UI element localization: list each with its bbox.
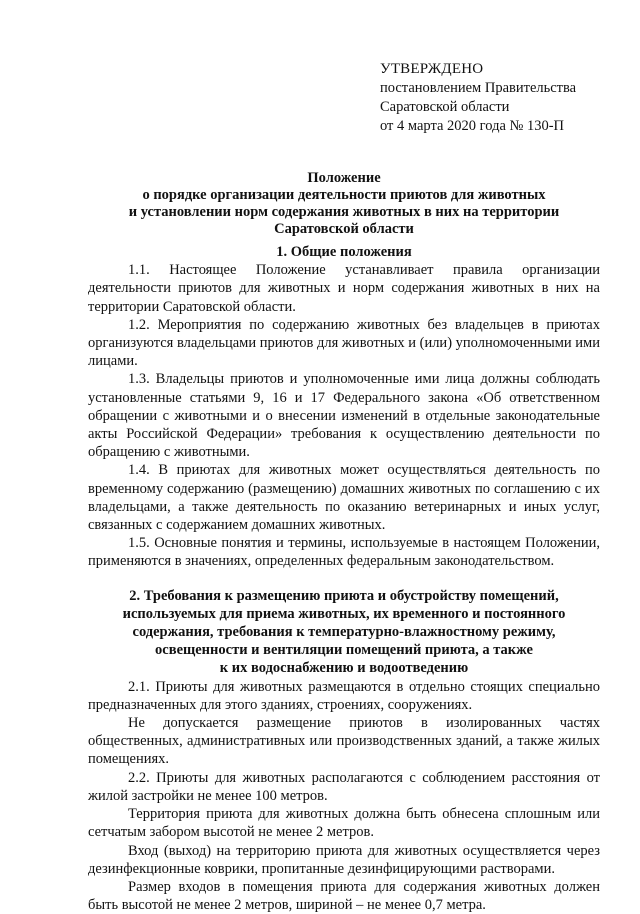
section-heading <box>88 587 600 678</box>
title-line: Положение <box>307 170 381 186</box>
heading-line: к их водоснабжению и водоотведению <box>219 660 469 677</box>
section-heading: 1. Общие положения <box>276 244 412 260</box>
paragraph: 1.4. В приютах для животных может осуществляться деятельность по временному содержанию (размещению) домашних животных по соглашению с их владельцами, а также деятельность по оказанию ветеринарных и иных услуг, связанных с содержанием домашних животных. <box>88 462 600 534</box>
approval-heading: УТВЕРЖДЕНО <box>380 61 484 77</box>
heading-line: используемых для приема животных, их временного и постоянного <box>122 605 566 622</box>
title-line: о порядке организации деятельности приютов для животных <box>142 187 546 203</box>
approval-line: постановлением Правительства <box>380 80 577 96</box>
heading-line: освещенности и вентиляции помещений приюта, а также <box>155 642 533 659</box>
approval-line: Саратовской области <box>380 99 510 115</box>
paragraph: 2.2. Приюты для животных располагаются с соблюдением расстояния от жилой застройки не менее 100 метров. <box>88 769 600 804</box>
approval-block <box>380 60 620 136</box>
document-title <box>88 170 600 238</box>
paragraph: 1.2. Мероприятия по содержанию животных без владельцев в приютах организуются владельцами приютов для животных и (или) уполномоченными ими лицами. <box>88 316 600 370</box>
paragraph: 1.1. Настоящее Положение устанавливает правила организации деятельности приютов для животных и норм содержания животных в них на территории Саратовской области. <box>88 262 600 315</box>
paragraph: Территория приюта для животных должна быть обнесена сплошным или сетчатым забором высотой не менее 2 метров. <box>88 806 600 841</box>
section-gap <box>88 571 600 587</box>
paragraph: Вход (выход) на территорию приюта для животных осуществляется через дезинфекционные коврики, пропитанные дезинфицирующими растворами. <box>88 842 600 877</box>
heading-line: 2. Требования к размещению приюта и обустройству помещений, <box>129 587 559 604</box>
paragraph: 1.3. Владельцы приютов и уполномоченные ими лица должны соблюдать установленные статьями 9, 16 и 17 Федерального закона «Об ответственном обращении с животными и о внесении изменений в отдельные законодательные акты Российской Федерации» требования к осуществлению деятельности по обращению с животными. <box>88 371 600 461</box>
title-line: и установлении норм содержания животных в них на территории <box>128 204 560 220</box>
heading-line: содержания, требования к температурно-влажностному режиму, <box>132 624 556 641</box>
paragraph: 2.1. Приюты для животных размещаются в отдельно стоящих специально предназначенных для этого зданиях, строениях, сооружениях. <box>88 678 600 713</box>
approval-line: от 4 марта 2020 года № 130-П <box>380 118 565 134</box>
paragraph: Размер входов в помещения приюта для содержания животных должен быть высотой не менее 2 метров, шириной – не менее 0,7 метра. <box>88 878 600 914</box>
paragraph: 1.5. Основные понятия и термины, используемые в настоящем Положении, применяются в значениях, определенных федеральным законодательством. <box>88 535 600 570</box>
title-line: Саратовской области <box>274 221 414 237</box>
paragraph: Не допускается размещение приютов в изолированных частях общественных, административных или производственных зданий, а также жилых помещениях. <box>88 715 600 768</box>
document-body <box>88 243 600 914</box>
